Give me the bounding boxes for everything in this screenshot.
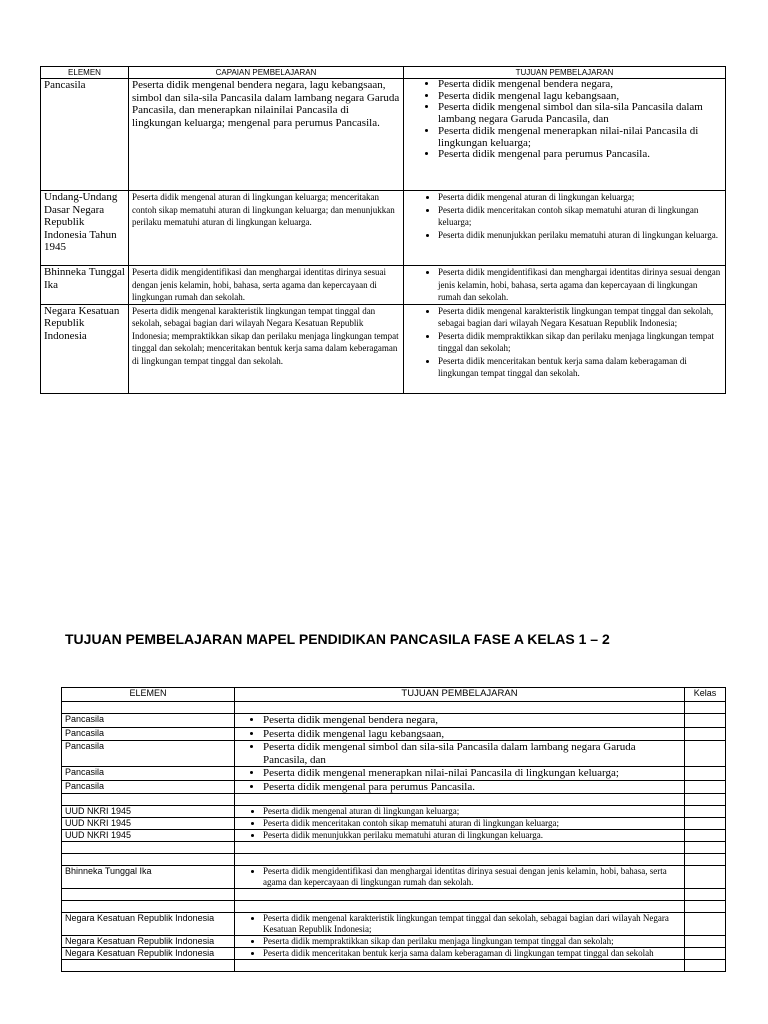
goal-list: [235, 830, 681, 841]
table-row: [41, 191, 726, 266]
grade-cell: [685, 960, 726, 972]
grade-cell: [685, 913, 726, 936]
achievement-cell: Peserta didik mengenal aturan di lingkungan keluarga; menceritakan contoh sikap mematuhi aturan di lingkungan keluarga; dan menunjukkan perilaku mematuhi aturan di lingkungan keluarga.: [129, 191, 404, 266]
element-cell: Pancasila: [62, 780, 235, 794]
goals-cell: [404, 304, 726, 393]
element-cell: Pancasila: [41, 79, 129, 191]
element-cell: UUD NKRI 1945: [62, 830, 235, 842]
goal-cell: [235, 767, 685, 781]
header-goals: TUJUAN PEMBELAJARAN: [404, 67, 726, 79]
goal-cell: [235, 818, 685, 830]
goal-item: • Peserta didik mengenal aturan di lingkungan keluarga;: [263, 806, 681, 817]
achievement-cell: Peserta didik mengenal karakteristik lingkungan tempat tinggal dan sekolah, sebagai bagian dari wilayah Negara Kesatuan Republik Indonesia; mempraktikkan sikap dan perilaku menjaga lingkungan tempat tinggal dan sekolah; menceritakan bentuk kerja sama dalam keberagaman di lingkungan tempat tinggal dan sekolah.: [129, 304, 404, 393]
goal-cell: [235, 830, 685, 842]
element-cell: Negara Kesatuan Republik Indonesia: [62, 913, 235, 936]
goal-item: • Peserta didik mengenal para perumus Pancasila.: [263, 781, 681, 794]
table-row: [41, 266, 726, 305]
element-cell: [62, 702, 235, 714]
goal-cell: [235, 806, 685, 818]
goal-cell: [235, 727, 685, 741]
goal-cell: [235, 901, 685, 913]
grade-cell: [685, 780, 726, 794]
table-row: [62, 806, 726, 818]
goal-cell: [235, 948, 685, 960]
table-row: [62, 741, 726, 767]
goal-item: • Peserta didik menceritakan bentuk kerja sama dalam keberagaman di lingkungan tempat tinggal dan sekolah.: [438, 355, 722, 380]
grade-cell: [685, 830, 726, 842]
header-achievement: CAPAIAN PEMBELAJARAN: [129, 67, 404, 79]
grade-cell: [685, 806, 726, 818]
goal-list: [235, 936, 681, 947]
goal-list: [235, 741, 681, 766]
element-cell: [62, 960, 235, 972]
table-row: [62, 889, 726, 901]
grade-cell: [685, 741, 726, 767]
table-row: [62, 727, 726, 741]
goal-item: • Peserta didik mengenal lagu kebangsaan,: [263, 728, 681, 741]
goals-cell: [404, 266, 726, 305]
goal-item: • Peserta didik mengenal lagu kebangsaan,: [438, 91, 722, 103]
element-cell: Undang-Undang Dasar Negara Republik Indonesia Tahun 1945: [41, 191, 129, 266]
table-row: [62, 780, 726, 794]
goal-list: [235, 948, 681, 959]
section-heading: TUJUAN PEMBELAJARAN MAPEL PENDIDIKAN PANCASILA FASE A KELAS 1 – 2: [65, 631, 610, 647]
table-row: [62, 767, 726, 781]
goal-item: • Peserta didik mengenal bendera negara,: [263, 714, 681, 727]
header-element: ELEMEN: [62, 688, 235, 702]
goal-cell: [235, 889, 685, 901]
goal-item: • Peserta didik mengenal karakteristik lingkungan tempat tinggal dan sekolah, sebagai bagian dari wilayah Negara Kesatuan Republik Indonesia;: [263, 913, 681, 935]
learning-goals-table: [61, 687, 726, 972]
goal-item: • Peserta didik mengenal para perumus Pancasila.: [438, 149, 722, 161]
element-cell: Bhinneka Tunggal Ika: [62, 866, 235, 889]
grade-cell: [685, 794, 726, 806]
grade-cell: [685, 767, 726, 781]
goal-item: • Peserta didik mengenal bendera negara,: [438, 79, 722, 91]
achievement-cell: Peserta didik mengenal bendera negara, lagu kebangsaan, simbol dan sila-sila Pancasila dalam lambang negara Garuda Pancasila, dan menerapkan nilainilai Pancasila di lingkungan keluarga; mengenal para perumus Pancasila.: [129, 79, 404, 191]
goal-item: • Peserta didik menunjukkan perilaku mematuhi aturan di lingkungan keluarga.: [438, 229, 722, 242]
goal-list: [235, 818, 681, 829]
grade-cell: [685, 702, 726, 714]
element-cell: Pancasila: [62, 767, 235, 781]
goal-item: • Peserta didik menceritakan bentuk kerja sama dalam keberagaman di lingkungan tempat tinggal dan sekolah: [263, 948, 681, 959]
goal-item: • Peserta didik mengenal karakteristik lingkungan tempat tinggal dan sekolah, sebagai bagian dari wilayah Negara Kesatuan Republik Indonesia;: [438, 305, 722, 330]
goal-list: [235, 767, 681, 780]
goal-list: [235, 781, 681, 794]
grade-cell: [685, 866, 726, 889]
table-row: [41, 79, 726, 191]
goal-cell: [235, 741, 685, 767]
element-cell: UUD NKRI 1945: [62, 818, 235, 830]
element-cell: Pancasila: [62, 714, 235, 728]
grade-cell: [685, 727, 726, 741]
element-cell: Negara Kesatuan Republik Indonesia: [62, 936, 235, 948]
table-row: [62, 842, 726, 854]
element-cell: [62, 854, 235, 866]
element-cell: [62, 842, 235, 854]
table-row: [62, 702, 726, 714]
goal-item: • Peserta didik mengenal simbol dan sila-sila Pancasila dalam lambang negara Garuda Pancasila, dan: [438, 102, 722, 125]
header-grade: Kelas: [685, 688, 726, 702]
goal-item: • Peserta didik mempraktikkan sikap dan perilaku menjaga lingkungan tempat tinggal dan sekolah;: [438, 330, 722, 355]
goal-item: • Peserta didik mengidentifikasi dan menghargai identitas dirinya sesuai dengan jenis kelamin, hobi, bahasa, serta agama dan kepercayaan di lingkungan rumah dan sekolah.: [438, 266, 722, 304]
table-row: [62, 901, 726, 913]
grade-cell: [685, 818, 726, 830]
goal-cell: [235, 960, 685, 972]
goal-list: [235, 913, 681, 935]
element-cell: Pancasila: [62, 727, 235, 741]
table-header-row: [41, 67, 726, 79]
element-cell: [62, 794, 235, 806]
table-row: [62, 960, 726, 972]
goal-cell: [235, 866, 685, 889]
goal-item: • Peserta didik menceritakan contoh sikap mematuhi aturan di lingkungan keluarga;: [438, 204, 722, 229]
grade-cell: [685, 854, 726, 866]
header-element: ELEMEN: [41, 67, 129, 79]
goal-item: • Peserta didik mengenal menerapkan nilai-nilai Pancasila di lingkungan keluarga;: [438, 126, 722, 149]
goal-cell: [235, 702, 685, 714]
element-cell: UUD NKRI 1945: [62, 806, 235, 818]
table-row: [62, 866, 726, 889]
goal-item: • Peserta didik menceritakan contoh sikap mematuhi aturan di lingkungan keluarga;: [263, 818, 681, 829]
element-cell: [62, 901, 235, 913]
learning-outcomes-table: [40, 66, 726, 394]
goal-item: • Peserta didik mengidentifikasi dan menghargai identitas dirinya sesuai dengan jenis kelamin, hobi, bahasa, serta agama dan kepercayaan di lingkungan rumah dan sekolah.: [263, 866, 681, 888]
table-row: [62, 830, 726, 842]
goal-item: • Peserta didik mengenal aturan di lingkungan keluarga;: [438, 191, 722, 204]
goal-item: • Peserta didik mengenal menerapkan nilai-nilai Pancasila di lingkungan keluarga;: [263, 767, 681, 780]
goal-list: [235, 806, 681, 817]
goal-cell: [235, 794, 685, 806]
goal-list: [235, 714, 681, 727]
goal-cell: [235, 854, 685, 866]
table-row: [62, 794, 726, 806]
table-row: [62, 913, 726, 936]
grade-cell: [685, 901, 726, 913]
table-row: [62, 818, 726, 830]
grade-cell: [685, 842, 726, 854]
element-cell: Bhinneka Tunggal Ika: [41, 266, 129, 305]
goal-cell: [235, 936, 685, 948]
table-row: [62, 714, 726, 728]
table-row: [62, 948, 726, 960]
grade-cell: [685, 948, 726, 960]
table-row: [41, 304, 726, 393]
goals-cell: [404, 79, 726, 191]
element-cell: Pancasila: [62, 741, 235, 767]
goal-list: [235, 728, 681, 741]
goals-cell: [404, 191, 726, 266]
goal-cell: [235, 780, 685, 794]
goal-cell: [235, 842, 685, 854]
goal-item: • Peserta didik mempraktikkan sikap dan perilaku menjaga lingkungan tempat tinggal dan sekolah;: [263, 936, 681, 947]
goal-list: [235, 866, 681, 888]
goal-item: • Peserta didik mengenal simbol dan sila-sila Pancasila dalam lambang negara Garuda Pancasila, dan: [263, 741, 681, 766]
header-goals: TUJUAN PEMBELAJARAN: [235, 688, 685, 702]
table-header-row: [62, 688, 726, 702]
achievement-cell: Peserta didik mengidentifikasi dan menghargai identitas dirinya sesuai dengan jenis kelamin, hobi, bahasa, serta agama dan kepercayaan di lingkungan rumah dan sekolah.: [129, 266, 404, 305]
table-row: [62, 936, 726, 948]
grade-cell: [685, 936, 726, 948]
goal-item: • Peserta didik menunjukkan perilaku mematuhi aturan di lingkungan keluarga.: [263, 830, 681, 841]
goal-cell: [235, 714, 685, 728]
table-row: [62, 854, 726, 866]
grade-cell: [685, 889, 726, 901]
goal-cell: [235, 913, 685, 936]
element-cell: [62, 889, 235, 901]
element-cell: Negara Kesatuan Republik Indonesia: [62, 948, 235, 960]
element-cell: Negara Kesatuan Republik Indonesia: [41, 304, 129, 393]
grade-cell: [685, 714, 726, 728]
